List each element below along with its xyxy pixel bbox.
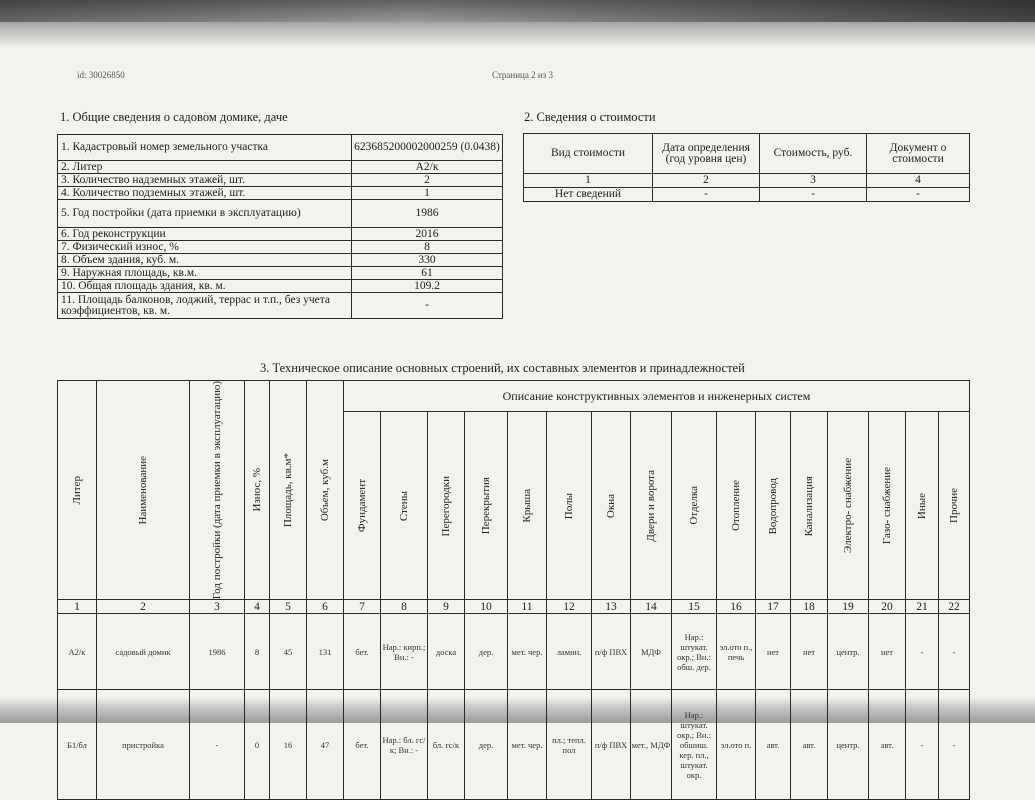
- row-label: 9. Наружная площадь, кв.м.: [58, 267, 352, 280]
- table-row: [58, 614, 970, 690]
- row-value: 1: [352, 187, 503, 200]
- cell: доска: [428, 614, 465, 690]
- column-header: Окна: [592, 412, 631, 600]
- row-value: 2016: [352, 228, 503, 241]
- row-value: -: [352, 293, 503, 319]
- column-header: Двери и ворота: [631, 412, 672, 600]
- cell: Нар.: кирп.; Вн.: -: [381, 614, 428, 690]
- cell: пл.; тепл. пол: [547, 690, 592, 800]
- row-value: 109.2: [352, 280, 503, 293]
- cell: 45: [270, 614, 307, 690]
- row-label: 3. Количество надземных этажей, шт.: [58, 174, 352, 187]
- row-value: 2: [352, 174, 503, 187]
- table-header-row: [524, 134, 970, 174]
- cell: садовый домик: [97, 614, 190, 690]
- cell: нет: [869, 614, 906, 690]
- row-label: 7. Физический износ, %: [58, 241, 352, 254]
- column-header: Перекрытия: [465, 412, 508, 600]
- document-id: id: 30026850: [77, 70, 125, 80]
- cell: пристройка: [97, 690, 190, 800]
- cell: мет., МДФ: [631, 690, 672, 800]
- column-number: 8: [381, 600, 428, 614]
- row-label: 4. Количество подземных этажей, шт.: [58, 187, 352, 200]
- column-number: 9: [428, 600, 465, 614]
- cell: -: [939, 690, 970, 800]
- row-value: 623685200002000259 (0.0438): [352, 135, 503, 161]
- cell: бл. гс/к: [428, 690, 465, 800]
- column-number: 14: [631, 600, 672, 614]
- cell: центр.: [828, 690, 869, 800]
- table-row: [58, 293, 503, 319]
- section1-title: 1. Общие сведения о садовом домике, даче: [60, 110, 288, 124]
- cell: Б1/бл: [58, 690, 97, 800]
- cell: -: [867, 188, 970, 202]
- cell: нет: [791, 614, 828, 690]
- table-row: [58, 267, 503, 280]
- column-number: 17: [756, 600, 791, 614]
- cell: нет: [756, 614, 791, 690]
- cell: дер.: [465, 614, 508, 690]
- column-header: Стоимость, руб.: [760, 134, 867, 174]
- column-number: 16: [717, 600, 756, 614]
- column-number: 13: [592, 600, 631, 614]
- column-number: 22: [939, 600, 970, 614]
- table-row: [58, 174, 503, 187]
- column-header: Документ о стоимости: [867, 134, 970, 174]
- column-number: 10: [465, 600, 508, 614]
- table-row: [524, 174, 970, 188]
- page-number: Страница 2 из 3: [492, 70, 553, 80]
- table-row: [58, 241, 503, 254]
- cell: МДФ: [631, 614, 672, 690]
- table-row: [58, 161, 503, 174]
- table-header-row: [58, 381, 970, 412]
- column-number: 15: [672, 600, 717, 614]
- row-label: 5. Год постройки (дата приемки в эксплуатацию): [58, 200, 352, 228]
- section2-title: 2. Сведения о стоимости: [524, 110, 656, 124]
- cell: -: [760, 188, 867, 202]
- cell: эл.ото п., печь: [717, 614, 756, 690]
- cell: мет. чер.: [508, 690, 547, 800]
- column-header: Электро- снабжение: [828, 412, 869, 600]
- column-header: Канализация: [791, 412, 828, 600]
- row-label: 6. Год реконструкции: [58, 228, 352, 241]
- cell: -: [939, 614, 970, 690]
- table-number-row: [58, 600, 970, 614]
- column-number: 6: [307, 600, 344, 614]
- column-header: Отопление: [717, 412, 756, 600]
- column-header: Отделка: [672, 412, 717, 600]
- column-number: 2: [653, 174, 760, 188]
- column-header: Площадь, кв.м*: [270, 381, 307, 600]
- row-label: 1. Кадастровый номер земельного участка: [58, 135, 352, 161]
- cell: А2/к: [58, 614, 97, 690]
- table-row: [58, 280, 503, 293]
- column-header: Фундамент: [344, 412, 381, 600]
- table-row: [58, 135, 503, 161]
- cell: Нар.: бл. гс/к; Вн.: -: [381, 690, 428, 800]
- cell: Нар.: штукат. окр.; Вн.: обш. дер.: [672, 614, 717, 690]
- column-header: Стены: [381, 412, 428, 600]
- cell: 131: [307, 614, 344, 690]
- technical-table: [57, 380, 970, 800]
- cell: 1986: [190, 614, 245, 690]
- cell: п/ф ПВХ: [592, 690, 631, 800]
- row-value: 1986: [352, 200, 503, 228]
- cell: дер.: [465, 690, 508, 800]
- column-number: 3: [760, 174, 867, 188]
- column-number: 7: [344, 600, 381, 614]
- column-header: Перегородки: [428, 412, 465, 600]
- cell: 47: [307, 690, 344, 800]
- cell: мет. чер.: [508, 614, 547, 690]
- general-info-table: [57, 134, 503, 319]
- section3-title: 3. Техническое описание основных строений, их составных элементов и принадлежностей: [260, 361, 745, 375]
- column-number: 1: [524, 174, 653, 188]
- row-value: 8: [352, 241, 503, 254]
- cell: авт.: [869, 690, 906, 800]
- cell: -: [906, 614, 939, 690]
- column-number: 1: [58, 600, 97, 614]
- row-value: 61: [352, 267, 503, 280]
- column-number: 4: [867, 174, 970, 188]
- cell: эл.ото п.: [717, 690, 756, 800]
- column-number: 2: [97, 600, 190, 614]
- column-header: Полы: [547, 412, 592, 600]
- cell: бет.: [344, 690, 381, 800]
- column-header: Объем, куб.м: [307, 381, 344, 600]
- column-header: Литер: [58, 381, 97, 600]
- cell: -: [906, 690, 939, 800]
- cell: п/ф ПВХ: [592, 614, 631, 690]
- cell: -: [190, 690, 245, 800]
- cost-table: [523, 133, 970, 202]
- cell: Нет сведений: [524, 188, 653, 202]
- row-label: 8. Объем здания, куб. м.: [58, 254, 352, 267]
- column-header: Наименование: [97, 381, 190, 600]
- column-number: 21: [906, 600, 939, 614]
- cell: ламин.: [547, 614, 592, 690]
- column-header: Прочие: [939, 412, 970, 600]
- column-header: Износ, %: [245, 381, 270, 600]
- column-header: Водопровод: [756, 412, 791, 600]
- table-row: [58, 690, 970, 800]
- row-label: 2. Литер: [58, 161, 352, 174]
- row-value: А2/к: [352, 161, 503, 174]
- row-label: 10. Общая площадь здания, кв. м.: [58, 280, 352, 293]
- column-header: Вид стоимости: [524, 134, 653, 174]
- table-row: [58, 187, 503, 200]
- table-row: [58, 254, 503, 267]
- column-number: 19: [828, 600, 869, 614]
- cell: авт.: [756, 690, 791, 800]
- column-number: 20: [869, 600, 906, 614]
- column-number: 3: [190, 600, 245, 614]
- column-header: Газо- снабжение: [869, 412, 906, 600]
- column-header: Год постройки (дата приемки в эксплуатацию): [190, 381, 245, 600]
- table-row: [524, 188, 970, 202]
- cell: Нар.: штукат. окр.; Вн.: обшиш. кер. пл., штукат. окр.: [672, 690, 717, 800]
- cell: 0: [245, 690, 270, 800]
- cell: 16: [270, 690, 307, 800]
- cell: центр.: [828, 614, 869, 690]
- column-number: 18: [791, 600, 828, 614]
- table-row: [58, 228, 503, 241]
- column-number: 5: [270, 600, 307, 614]
- cell: бет.: [344, 614, 381, 690]
- scan-shadow-top: [0, 0, 1035, 48]
- column-number: 4: [245, 600, 270, 614]
- cell: авт.: [791, 690, 828, 800]
- column-number: 12: [547, 600, 592, 614]
- cell: -: [653, 188, 760, 202]
- column-header: Дата определения (год уровня цен): [653, 134, 760, 174]
- column-header: Крыша: [508, 412, 547, 600]
- table-row: [58, 200, 503, 228]
- row-label: 11. Площадь балконов, лоджий, террас и т.п., без учета коэффициентов, кв. м.: [58, 293, 352, 319]
- group-header: Описание конструктивных элементов и инженерных систем: [344, 381, 970, 412]
- column-number: 11: [508, 600, 547, 614]
- column-header: Иные: [906, 412, 939, 600]
- cell: 8: [245, 614, 270, 690]
- row-value: 330: [352, 254, 503, 267]
